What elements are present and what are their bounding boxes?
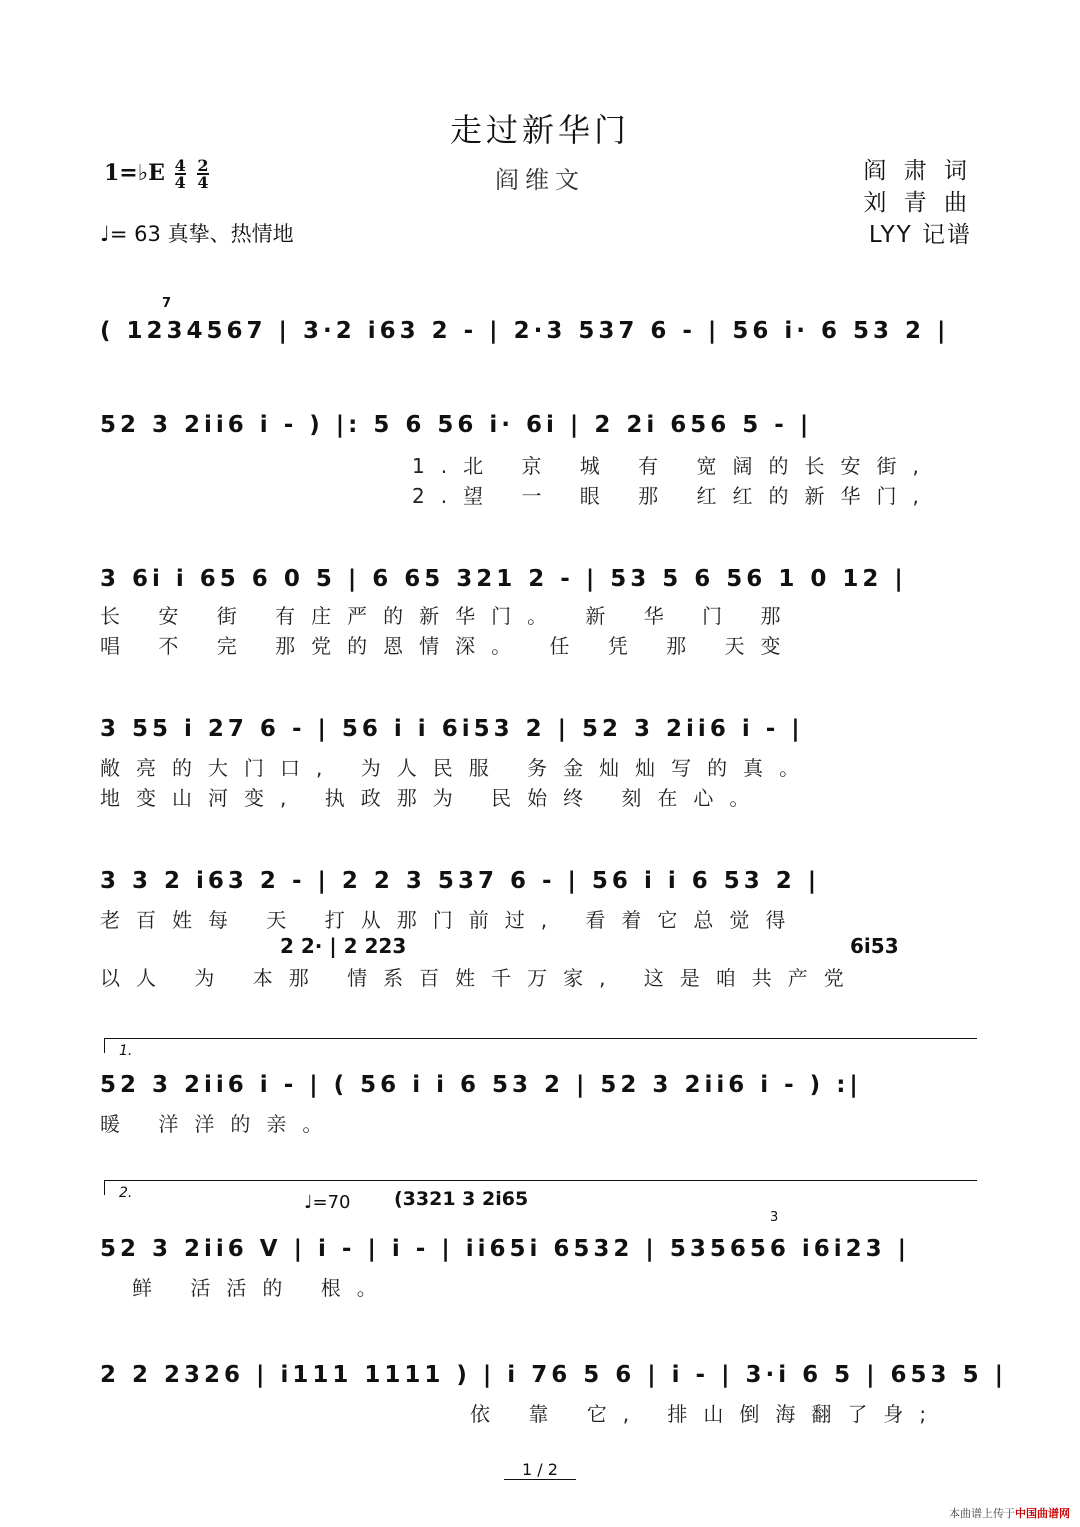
notes-line: ( 1234567 | 3·2 i63 2 - | 2·3 537 6 - | 56 i· 6 53 2 | (100, 318, 950, 344)
lyrics-verse-1: 长 安 街 有庄严的新华门。 新 华 门 那 (100, 604, 797, 628)
tuplet-number: 7 (162, 296, 172, 311)
watermark: 本曲谱上传于中国曲谱网 (949, 1507, 1070, 1520)
lyrics-verse-1: 依 靠 它, 排山倒海翻了身; (470, 1402, 943, 1426)
lyrics-verse-1: 鲜 活活的 根。 (132, 1276, 393, 1300)
lyrics-verse-2: 唱 不 完 那党的恩情深。 任 凭 那 天变 (100, 634, 797, 658)
grace-notes: (3321 3 2i65 (394, 1188, 529, 1210)
overlay-notes-2: 6i53 (850, 934, 899, 958)
notes-line: 3 6i i 65 6 0 5 | 6 65 321 2 - | 53 5 6 56 1 0 12 | (100, 566, 907, 592)
time-signature-1: $\frac{4}{4}$ (174, 156, 186, 192)
lyricist-credit: 阎 肃 词 (863, 158, 972, 184)
tempo-change: ♩=70 (304, 1192, 351, 1213)
notes-line: 3 3 2 i63 2 - | 2 2 3 537 6 - | 56 i i 6 53 2 | (100, 868, 821, 894)
lyrics-verse-1: 老百姓每 天 打从那门前过, 看着它总觉得 (100, 908, 802, 932)
notes-line: 3 55 i 27 6 - | 56 i i 6i53 2 | 52 3 2ii6 i - | (100, 716, 804, 742)
lyrics-verse-1: 暖 洋洋的亲。 (100, 1112, 339, 1136)
notes-line: 52 3 2ii6 i - ) |: 5 6 56 i· 6i | 2 2i 656 5 - | (100, 412, 813, 438)
notes-line: 2 2 2326 | i111 1111 ) | i 76 5 6 | i - | 3·i 6 5 | 653 5 | (100, 1362, 1007, 1388)
transcriber-credit: LYY 记谱 (868, 222, 972, 248)
lyrics-verse-2: 以人 为 本那 情系百姓千万家, 这是咱共产党 (100, 966, 860, 990)
song-title: 走过新华门 (449, 111, 630, 149)
notes-line: 52 3 2ii6 i - | ( 56 i i 6 53 2 | 52 3 2ii6 i - ) :| (100, 1072, 862, 1098)
watermark-site: 中国曲谱网 (1015, 1507, 1070, 1520)
overlay-notes-1: 2 2· | 2 223 (280, 934, 407, 958)
singer-name: 阎维文 (495, 166, 585, 194)
page-number: 1 / 2 (0, 1460, 1080, 1479)
triplet-mark: 3 (770, 1210, 779, 1225)
lyrics-verse-1: 1.北 京 城 有 宽阔的长安街, (412, 454, 935, 478)
lyrics-verse-1: 敞亮的大门口, 为人民服 务金灿灿写的真。 (100, 756, 816, 780)
volta-2-bracket: 2. (104, 1180, 977, 1195)
tempo-marking: ♩= 63 真挚、热情地 (100, 222, 294, 246)
notes-line: 52 3 2ii6 V | i - | i - | ii65i 6532 | 535656 i6i23 | (100, 1236, 911, 1262)
time-signature-2: $\frac{2}{4}$ (197, 156, 209, 192)
key-signature (104, 158, 211, 190)
volta-1-bracket: 1. (104, 1038, 977, 1053)
lyrics-verse-2: 地变山河变, 执政那为 民始终 刻在心。 (100, 786, 766, 810)
composer-credit: 刘 青 曲 (863, 190, 972, 216)
lyrics-verse-2: 2.望 一 眼 那 红红的新华门, (412, 484, 935, 508)
key-text: 1=♭E (104, 160, 165, 186)
